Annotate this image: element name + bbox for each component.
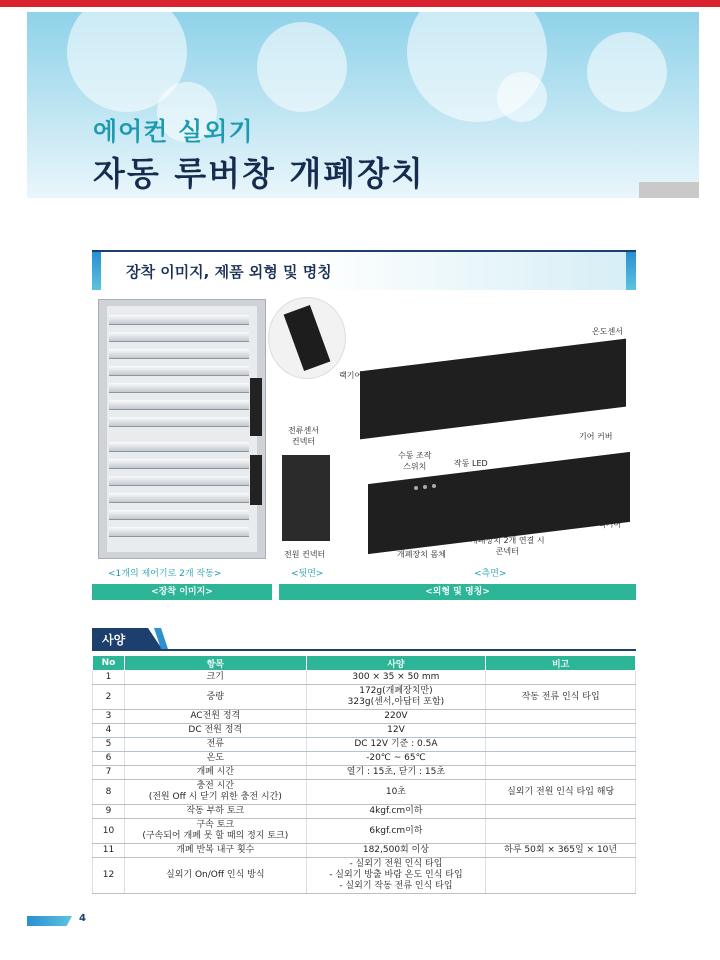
cell-item [124,710,306,724]
cell-no-text: 12 [102,870,115,880]
louver-slat [109,510,249,520]
cell-note [486,766,636,780]
label-device-body: 개폐장치 몸체 [397,550,446,559]
cell-item-text: AC전원 정격 [190,711,241,721]
caption-back: <뒷면> [291,569,324,579]
table-row [93,766,636,780]
cell-item [124,724,306,738]
cell-no-text: 1 [105,672,112,682]
louver-slat [109,493,249,503]
cell-note [486,685,636,710]
cell-item [124,805,306,819]
cell-spec [306,738,486,752]
cell-spec-text: - 실외기 전원 인식 타입 - 실외기 방출 바람 온도 인식 타입 - 실외기 작동 전류 인식 타입 [329,859,463,891]
table-row [93,780,636,805]
cell-item [124,766,306,780]
bokeh-decoration [587,32,667,112]
cell-no [93,752,125,766]
cell-item [124,858,306,894]
cell-spec [306,671,486,685]
page-title-line2: 자동 루버창 개폐장치 [93,154,425,193]
cell-no [93,671,125,685]
cell-no-text: 3 [105,711,112,721]
cell-spec-text: 172g(개폐장치만) 323g(센서,아답터 포함) [347,686,445,707]
top-red-bar [0,0,720,7]
louver-slat [109,417,249,427]
louver-slat [109,476,249,486]
cell-item-text: 구속 토크 (구속되어 개폐 못 할 때의 정지 토크) [142,820,289,841]
cell-item-text: 개폐 반복 내구 횟수 [176,845,255,855]
cell-item [124,780,306,805]
label-power-connector: 전원 컨넥터 [284,550,326,559]
louver-slat [109,332,249,342]
bokeh-decoration [497,72,547,122]
cell-no-text: 8 [105,786,112,797]
louver-slat [109,527,249,537]
cell-item [124,685,306,710]
page-title-line1: 에어컨 실외기 [93,117,254,146]
table-row [93,671,636,685]
cell-item [124,738,306,752]
cell-no-text: 11 [102,845,115,855]
cell-note [486,780,636,805]
cell-note-text: 실외기 전원 인식 타입 해당 [507,786,615,797]
label-manual-switch: 수동 조작 스위치 [398,451,432,471]
installed-device [250,455,262,505]
cell-spec [306,819,486,844]
box-install-image: <장착 이미지> [92,584,272,600]
louver-slat [109,349,249,359]
cell-no-text: 5 [105,739,112,749]
led-indicator [414,486,418,490]
cell-item-text: 작동 부하 토크 [186,806,245,816]
cell-item-text: 온도 [206,753,224,763]
cell-item-text: DC 전원 정격 [188,725,243,735]
cell-item [124,752,306,766]
label-auto-led: 작동 LED [454,459,488,468]
label-gear-cover: 기어 커버 [579,432,613,441]
cell-no [93,819,125,844]
box-appearance: <외형 및 명칭> [279,584,636,600]
device-closeup [284,305,331,371]
cell-spec-text: 182,500회 이상 [362,845,430,855]
cell-note [486,710,636,724]
cell-spec [306,844,486,858]
louver-slat [109,366,249,376]
spec-section-title: 사양 [102,633,126,647]
cell-spec [306,724,486,738]
table-row [93,724,636,738]
cell-no [93,710,125,724]
louver-slat [109,400,249,410]
cell-no [93,724,125,738]
label-rack-gear-right: 랙기어 [598,520,622,529]
table-row [93,752,636,766]
cell-item-text: 전류 [206,739,224,749]
spec-table-header-row [93,656,636,671]
section-header-install [92,250,636,290]
cell-no-text: 6 [105,753,112,763]
spec-section-header [92,628,636,651]
table-row [93,844,636,858]
cell-note [486,805,636,819]
cell-spec-text: 열기 : 15초, 닫기 : 15초 [346,767,446,777]
cell-note [486,819,636,844]
cell-spec [306,805,486,819]
cell-spec-text: 12V [387,725,405,735]
cell-no [93,685,125,710]
table-row [93,685,636,710]
cell-spec [306,780,486,805]
table-row [93,710,636,724]
bokeh-decoration [257,22,347,112]
cell-no-text: 2 [105,691,112,702]
cell-spec [306,685,486,710]
spec-table [92,655,636,894]
cell-note [486,752,636,766]
cell-note [486,671,636,685]
cell-item [124,819,306,844]
table-row [93,819,636,844]
louver-slat [109,383,249,393]
cell-note [486,724,636,738]
label-temp-sensor: 온도센서 [592,327,623,336]
device-side-photo-top [360,339,626,440]
cell-spec-text: DC 12V 기준 : 0.5A [354,739,438,749]
cell-item [124,844,306,858]
col-header-item: 항목 [124,656,306,671]
cell-spec [306,766,486,780]
cell-no [93,780,125,805]
cell-spec-text: 300 × 35 × 50 mm [352,672,440,682]
table-row [93,805,636,819]
cell-item-text: 실외기 On/Off 인식 방식 [166,870,265,880]
cell-note [486,738,636,752]
led-indicator [432,484,436,488]
spec-table-body [93,671,636,894]
cell-no-text: 10 [102,825,115,836]
cell-item-text: 크기 [206,672,224,682]
page-number: 4 [79,913,86,924]
cell-spec-text: 6kgf.cm이하 [369,825,423,836]
louver-slat [109,459,249,469]
cell-note [486,858,636,894]
caption-side: <측면> [474,569,507,579]
table-row [93,858,636,894]
label-current-sensor-connector: 전류센서 컨넥터 [288,426,319,446]
section-right-bar [626,252,636,290]
cell-spec-text: 220V [384,711,408,721]
louver-window-photo [98,299,266,559]
cell-spec [306,752,486,766]
banner-stripe [639,182,699,198]
device-closeup-photo [268,297,346,379]
cell-no [93,805,125,819]
louver-slat [109,315,249,325]
cell-spec [306,710,486,724]
label-link-connector: 개폐장치 2개 연결 시 콘넥터 [470,536,545,556]
page-number-bar [27,916,72,926]
table-row [93,738,636,752]
cell-item-text: 충전 시간 (전원 Off 시 닫기 위한 충전 시간) [148,781,282,802]
cell-spec-text: 4kgf.cm이하 [369,806,423,816]
section-left-bar [92,252,101,290]
cell-no-text: 7 [105,767,112,777]
cell-item-text: 중량 [206,691,224,702]
cell-no [93,858,125,894]
cell-note-text: 작동 전류 인식 타입 [521,691,600,702]
louver-slat [109,442,249,452]
led-indicator [423,485,427,489]
col-header-no: No [93,656,125,671]
cell-item [124,671,306,685]
cell-no [93,766,125,780]
cell-no [93,738,125,752]
section-title: 장착 이미지, 제품 외형 및 명칭 [126,263,332,281]
cell-spec-text: 10초 [385,786,406,797]
installed-device [250,378,262,436]
label-rack-gear-top: 랙기어 [339,371,363,380]
cell-note-text: 하루 50회 × 365일 × 10년 [504,845,618,855]
col-header-spec: 사양 [306,656,486,671]
cell-spec-text: -20℃ ~ 65℃ [366,753,426,763]
cell-no-text: 9 [105,806,112,816]
cell-spec [306,858,486,894]
caption-two-units: <1개의 제어기로 2개 작동> [108,569,222,579]
cell-no-text: 4 [105,725,112,735]
col-header-note: 비고 [486,656,636,671]
cell-note [486,844,636,858]
cell-no [93,844,125,858]
device-back-photo [282,455,330,541]
cell-item-text: 개폐 시간 [196,767,235,777]
